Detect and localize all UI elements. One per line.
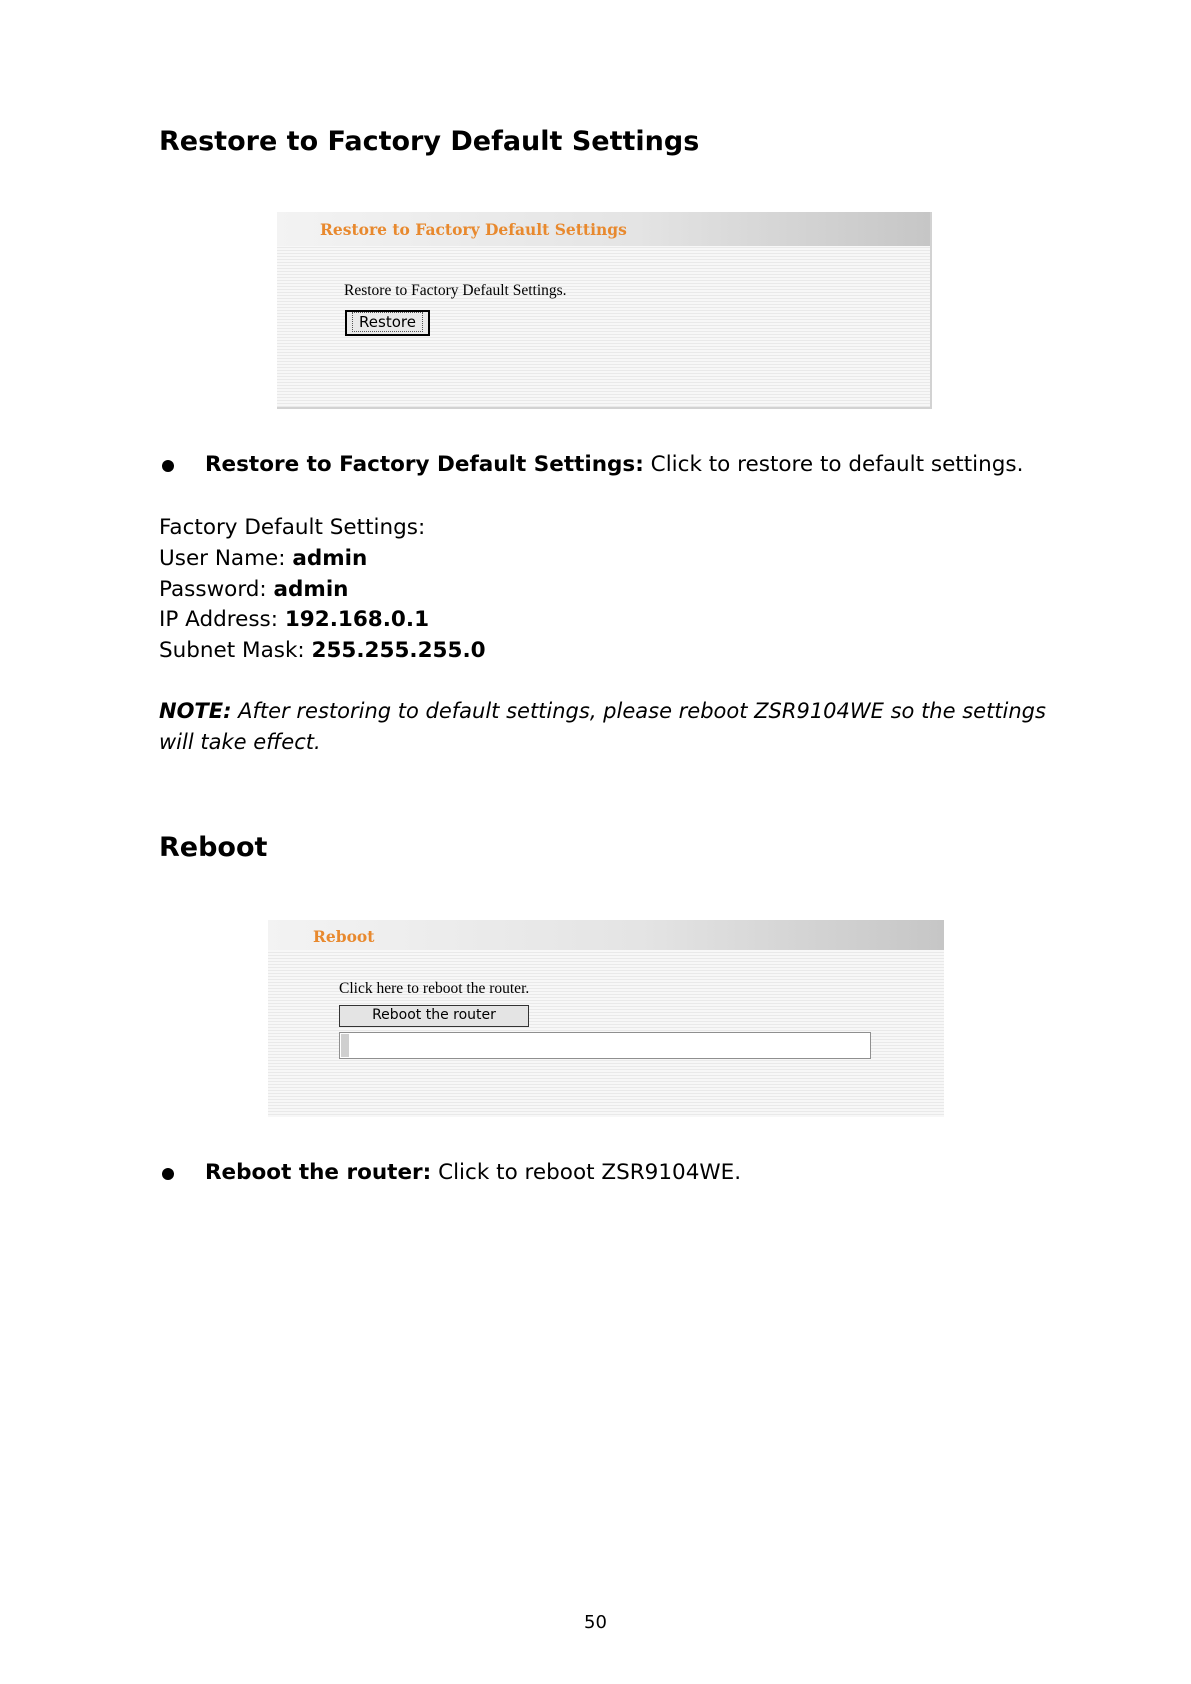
ip-label: IP Address: <box>159 607 285 632</box>
restore-settings-panel <box>277 212 932 409</box>
default-subnet-mask <box>159 635 486 666</box>
user-name-value: admin <box>292 546 368 571</box>
defaults-intro: Factory Default Settings: <box>159 515 426 540</box>
note-line-2: will take effect. <box>159 730 321 754</box>
password-value: admin <box>273 577 349 602</box>
restore-label: Restore to Factory Default Settings. <box>344 282 567 299</box>
bullet-icon <box>162 460 174 472</box>
mask-label: Subnet Mask: <box>159 638 312 663</box>
user-name-label: User Name: <box>159 546 293 571</box>
bullet-description: Click to reboot ZSR9104WE. <box>431 1160 742 1185</box>
panel-title: Reboot <box>313 927 375 946</box>
bullet-term: Restore to Factory Default Settings: <box>205 452 644 477</box>
reboot-button[interactable]: Reboot the router <box>339 1005 529 1027</box>
reboot-label: Click here to reboot the router. <box>339 980 530 997</box>
reboot-panel <box>268 920 944 1117</box>
mask-value: 255.255.255.0 <box>311 638 486 663</box>
password-label: Password: <box>159 577 274 602</box>
default-password <box>159 574 349 605</box>
default-ip-address <box>159 604 429 635</box>
bullet-restore <box>205 452 1023 477</box>
bullet-icon <box>162 1168 174 1180</box>
note-line-1 <box>159 696 1046 727</box>
restore-button[interactable] <box>345 310 430 336</box>
section-heading-restore: Restore to Factory Default Settings <box>159 126 700 157</box>
note-label: NOTE: <box>159 699 232 723</box>
default-user-name <box>159 543 367 574</box>
progress-fill <box>341 1034 349 1057</box>
bullet-description: Click to restore to default settings. <box>643 452 1024 477</box>
section-heading-reboot: Reboot <box>159 832 268 863</box>
bullet-reboot <box>205 1160 741 1185</box>
reboot-progress-bar <box>339 1032 871 1059</box>
panel-title: Restore to Factory Default Settings <box>320 220 627 239</box>
bullet-term: Reboot the router: <box>205 1160 432 1185</box>
ip-value: 192.168.0.1 <box>284 607 430 632</box>
note-text: After restoring to default settings, please reboot ZSR9104WE so the settings <box>231 699 1046 723</box>
restore-button-label: Restore <box>352 312 423 332</box>
page-number: 50 <box>584 1612 607 1633</box>
